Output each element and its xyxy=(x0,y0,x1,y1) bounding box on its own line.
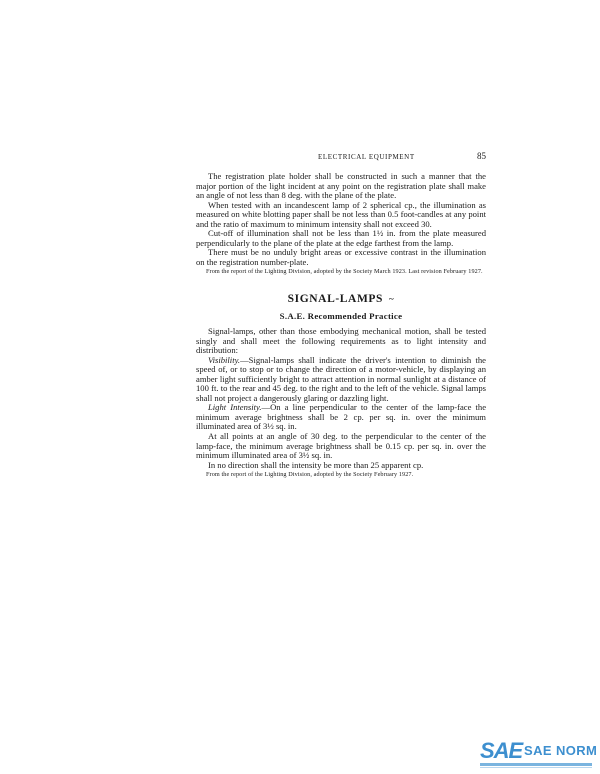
running-header xyxy=(196,153,486,167)
page-number: 85 xyxy=(477,151,486,161)
registration-plate-section xyxy=(196,172,486,276)
section-subtitle: S.A.E. Recommended Practice xyxy=(279,311,403,321)
paragraph: The registration plate holder shall be constructed in such a manner that the major portion of the light incident at any point on the registration plate shall make an angle of not less than 8 deg. with the plane of the plate. xyxy=(196,171,486,201)
section-title: SIGNAL-LAMPS xyxy=(287,293,384,305)
intensity-text: —On a line perpendicular to the center of the lamp-face the minimum average brightness shall be 2 cp. per sq. in. over the minimum illuminated area of 3½ sq. in. xyxy=(196,402,487,432)
intensity-label: Light Intensity. xyxy=(208,402,262,413)
paragraph: There must be no unduly bright areas or excessive contrast in the illumination on the registration number-plate. xyxy=(196,247,486,267)
section-heading xyxy=(196,293,486,305)
sae-norm-logo xyxy=(480,738,598,770)
visibility-label: Visibility. xyxy=(208,354,241,365)
header-title: ELECTRICAL EQUIPMENT xyxy=(318,153,415,161)
logo-strip xyxy=(480,763,592,766)
paragraph: In no direction shall the intensity be more than 25 apparent cp. xyxy=(208,459,424,470)
sae-logo-icon: SAE xyxy=(480,738,523,763)
logo-strip-thin xyxy=(480,767,592,768)
signal-lamps-section xyxy=(196,327,486,478)
visibility-text: —Signal-lamps shall indicate the driver's intention to diminish the speed of, or to stop or to change the direction of a motor-vehicle, by displaying an amber light sufficiently bright to attract attention in normal sunlight at a distance of 100 ft. to the rear and 45 deg. to the right and to the left of the vehicle. Signal lamps shall not project a dangerously glaring or dazzling light. xyxy=(196,354,486,403)
source-note: From the report of the Lighting Division, adopted by the Society March 1923. Last revision February 1927. xyxy=(206,268,483,276)
paragraph xyxy=(196,403,486,432)
stray-mark: ~ xyxy=(389,294,395,304)
paragraph: Signal-lamps, other than those embodying mechanical motion, shall be tested singly and shall meet the following requirements as to light intensity and distribution: xyxy=(196,326,486,356)
paragraph: At all points at an angle of 30 deg. to the perpendicular to the center of the lamp-face, the minimum average brightness shall be 0.15 cp. per sq. in. over the minimum illuminated area of 3½ sq. in. xyxy=(196,431,486,461)
logo-text: SAE NORM xyxy=(524,743,598,758)
paragraph: Cut-off of illumination shall not be less than 1½ in. from the plate measured perpendicularly to the plane of the plate at the edge farthest from the lamp. xyxy=(196,228,486,248)
source-note: From the report of the Lighting Division, adopted by the Society February 1927. xyxy=(206,471,414,479)
paragraph xyxy=(196,356,486,404)
paragraph: When tested with an incandescent lamp of 2 spherical cp., the illumination as measured on white blotting paper shall be not less than 0.5 foot-candles at any point and the ratio of maximum to minimum intensity shall not exceed 30. xyxy=(196,199,486,229)
